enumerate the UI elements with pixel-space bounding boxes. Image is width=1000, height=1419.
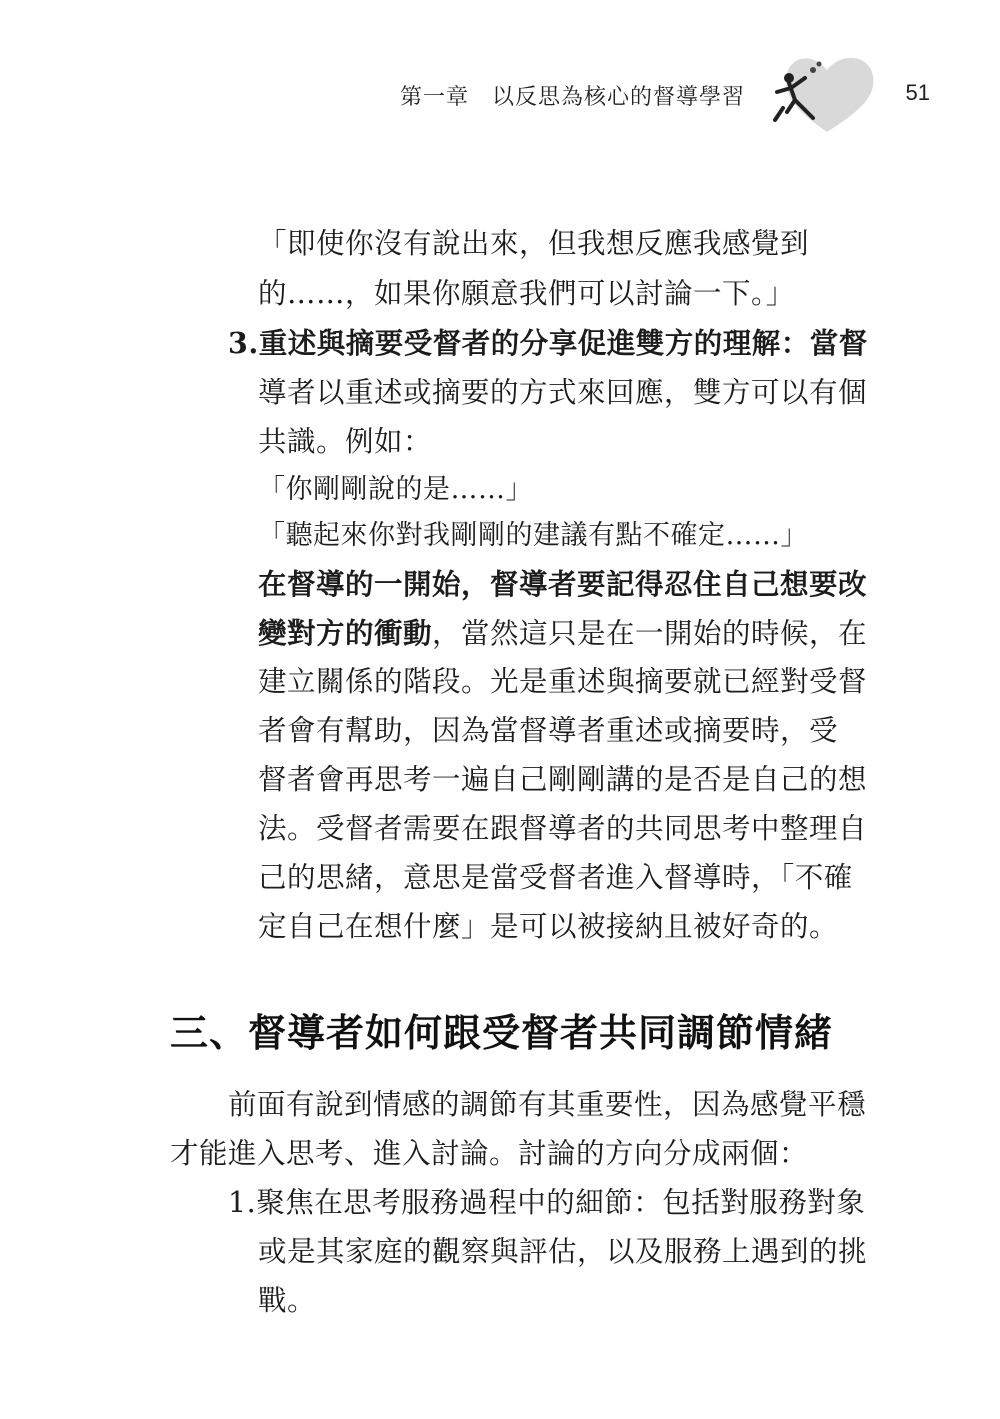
paragraph-line: 法。受督者需要在跟督導者的共同思考中整理自 <box>258 812 868 845</box>
quote-line: 「你剛剛說的是……」 <box>258 474 533 505</box>
list-item-heading: 3.重述與摘要受督者的分享促進雙方的理解：當督 <box>228 326 868 360</box>
paragraph-line: 定自己在想什麼」是可以被接納且被好奇的。 <box>258 910 839 943</box>
quote-line: 「聽起來你對我剛剛的建議有點不確定……」 <box>258 520 808 551</box>
paragraph-line: 共識。例如： <box>258 425 433 458</box>
paragraph-line: 督者會再思考一遍自己剛剛講的是否是自己的想 <box>258 763 868 796</box>
paragraph-line: 建立關係的階段。光是重述與摘要就已經對受督 <box>258 665 868 698</box>
paragraph-line-bold: 在督導的一開始，督導者要記得忍住自己想要改 <box>258 567 868 601</box>
page-number: 51 <box>905 80 930 105</box>
paragraph-line: 者會有幫助，因為當督導者重述或摘要時，受 <box>258 714 839 747</box>
bold-phrase: 變對方的衝動 <box>258 616 433 650</box>
list-item-line: 或是其家庭的觀察與評估，以及服務上遇到的挑 <box>258 1235 868 1268</box>
chapter-title: 第一章 以反思為核心的督導學習 <box>399 85 745 110</box>
paragraph-line <box>258 613 867 654</box>
list-item-line: 戰。 <box>258 1284 317 1317</box>
page-header <box>0 0 1000 150</box>
list-item-line: 1.聚焦在思考服務過程中的細節：包括對服務對象 <box>228 1186 866 1219</box>
quote-line: 的……，如果你願意我們可以討論一下。」 <box>258 277 795 310</box>
heart-with-figure-icon <box>765 48 883 138</box>
paragraph-line: 才能進入思考、進入討論。討論的方向分成兩個： <box>170 1137 809 1170</box>
quote-line: 「即使你沒有說出來，但我想反應我感覺到 <box>258 227 810 260</box>
paragraph-line: 前面有說到情感的調節有其重要性，因為感覺平穩 <box>228 1088 867 1121</box>
paragraph-text: ，當然這只是在一開始的時候，在 <box>432 617 868 650</box>
section-heading: 三、督導者如何跟受督者共同調節情緒 <box>170 1010 834 1055</box>
paragraph-line: 導者以重述或摘要的方式來回應，雙方可以有個 <box>258 376 868 409</box>
paragraph-line: 己的思緒，意思是當受督者進入督導時，「不確 <box>258 861 853 894</box>
